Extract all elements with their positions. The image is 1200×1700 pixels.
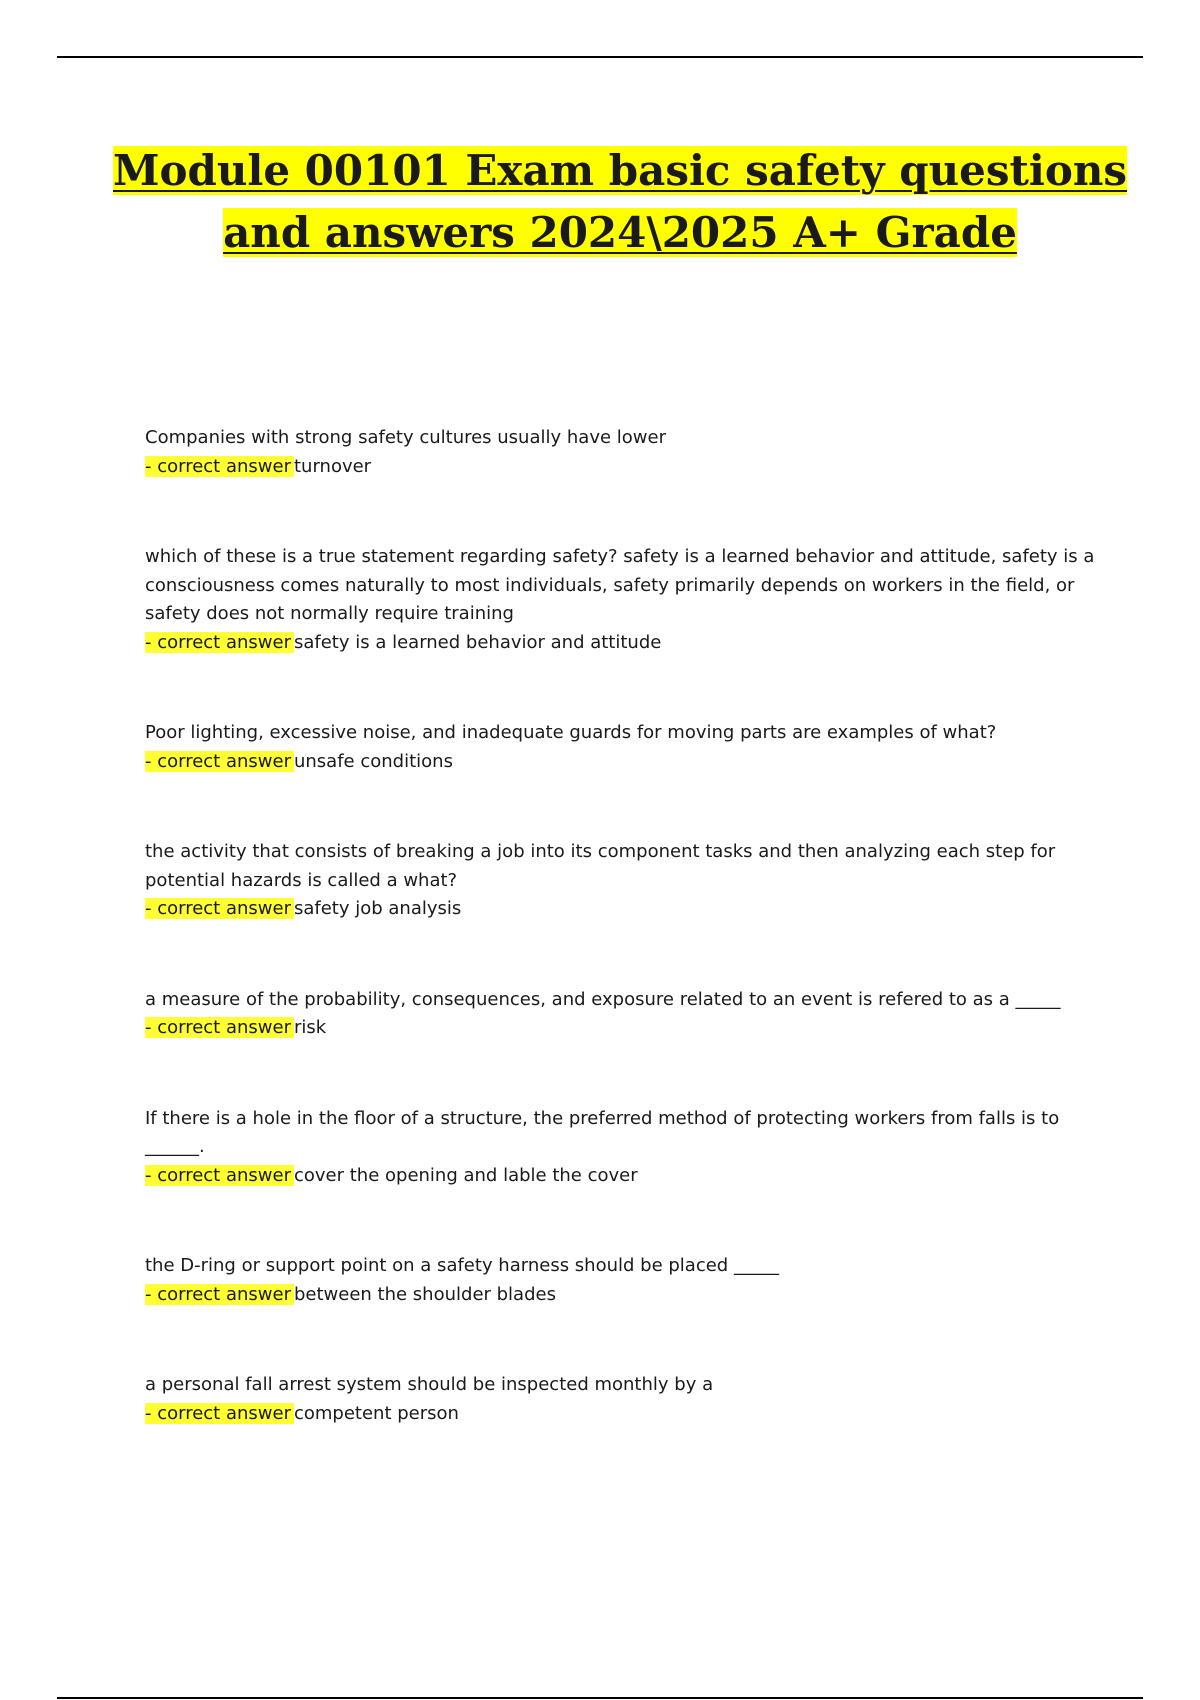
question-text: the activity that consists of breaking a job into its component tasks and then analyzing each step for potential hazards is called a what? [145, 841, 1056, 891]
answer-line [145, 1162, 1095, 1191]
top-rule [57, 56, 1143, 58]
qa-item-4 [145, 838, 1095, 924]
question-text: the D-ring or support point on a safety harness should be placed _____ [145, 1255, 779, 1276]
qa-item-7 [145, 1252, 1095, 1309]
answer-text: competent person [293, 1402, 459, 1424]
correct-answer-marker: - correct answer [145, 1403, 294, 1424]
qa-item-6 [145, 1105, 1095, 1191]
page-title-text: Module 00101 Exam basic safety questions and answers 2024\2025 A+ Grade [112, 146, 1128, 257]
question-text: a measure of the probability, consequences, and exposure related to an event is refered to as a _____ [145, 988, 1061, 1010]
answer-line [145, 748, 1095, 777]
correct-answer-marker: - correct answer [145, 1165, 294, 1186]
answer-text: between the shoulder blades [293, 1283, 556, 1305]
question-text: a personal fall arrest system should be inspected monthly by a [145, 1374, 714, 1395]
page-title [100, 140, 1140, 264]
answer-line [145, 1400, 1095, 1429]
question-text: Companies with strong safety cultures usually have lower [145, 427, 666, 448]
question-text: Poor lighting, excessive noise, and inadequate guards for moving parts are examples of what? [145, 722, 997, 743]
qa-item-2 [145, 543, 1095, 657]
correct-answer-marker: - correct answer [145, 456, 294, 477]
answer-text: safety is a learned behavior and attitude [293, 631, 662, 653]
qa-item-5 [145, 986, 1095, 1043]
qa-list [145, 424, 1095, 1428]
bottom-rule [57, 1697, 1143, 1699]
correct-answer-marker: - correct answer [145, 898, 294, 919]
answer-text: cover the opening and lable the cover [293, 1164, 638, 1186]
qa-item-3 [145, 719, 1095, 776]
qa-item-1 [145, 424, 1095, 481]
correct-answer-marker: - correct answer [145, 1017, 294, 1038]
answer-text: risk [293, 1017, 327, 1038]
correct-answer-marker: - correct answer [145, 632, 294, 653]
answer-text: turnover [293, 455, 372, 477]
answer-line [145, 1281, 1095, 1310]
answer-line [145, 1014, 1095, 1043]
question-text: If there is a hole in the floor of a structure, the preferred method of protecting workers from falls is to ______. [145, 1107, 1060, 1157]
correct-answer-marker: - correct answer [145, 751, 294, 772]
answer-text: safety job analysis [293, 898, 462, 919]
answer-line [145, 453, 1095, 482]
answer-line [145, 629, 1095, 658]
answer-text: unsafe conditions [293, 750, 453, 772]
question-text: which of these is a true statement regarding safety? safety is a learned behavior and attitude, safety is a consciousness comes naturally to most individuals, safety primarily depends on workers in the field, or safety does not normally require training [145, 546, 1095, 624]
correct-answer-marker: - correct answer [145, 1284, 294, 1305]
answer-line [145, 895, 1095, 924]
qa-item-8 [145, 1371, 1095, 1428]
